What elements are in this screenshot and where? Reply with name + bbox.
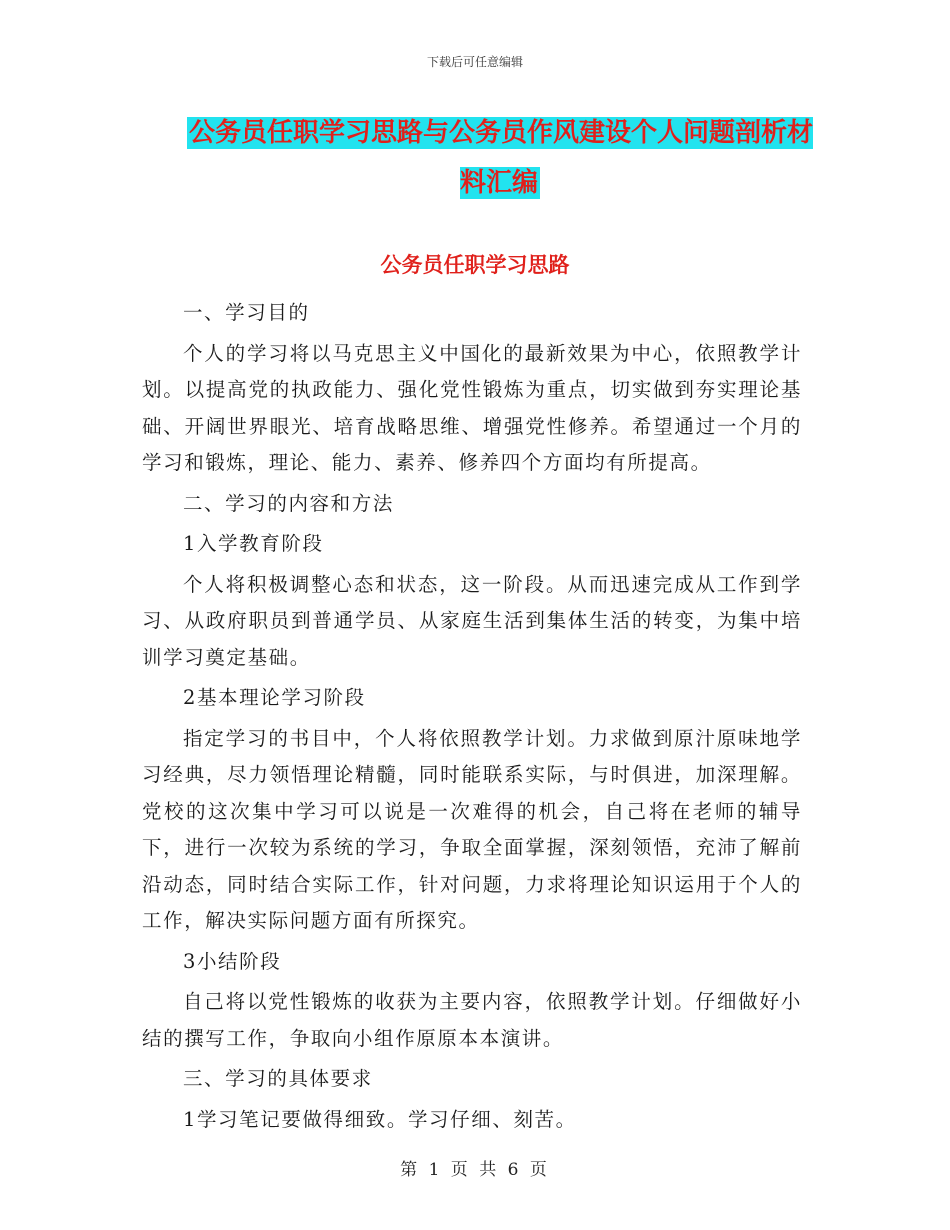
paragraph-enrollment-stage: 个人将积极调整心态和状态，这一阶段。从而迅速完成从工作到学习、从政府职员到普通学员、从家庭生活到集体生活的转变，为集中培训学习奠定基础。 (142, 572, 802, 669)
paragraph-theory-stage: 指定学习的书目中，个人将依照教学计划。力求做到原汁原味地学习经典，尽力领悟理论精髓，同时能联系实际，与时俱进，加深理解。党校的这次集中学习可以说是一次难得的机会，自己将在老师的辅导下，进行一次较为系统的学习，争取全面掌握，深刻领悟，充沛了解前沿动态，同时结合实际工作，针对问题，力求将理论知识运用于个人的工作，解决实际问题方面有所探究。 (142, 726, 802, 932)
paragraph-requirement-1: 1学习笔记要做得细致。学习仔细、刻苦。 (182, 1107, 577, 1131)
heading-specific-requirements: 三、学习的具体要求 (182, 1067, 373, 1090)
page-header-note: 下载后可任意编辑 (426, 55, 523, 69)
paragraph-summary-stage: 自己将以党性锻炼的收获为主要内容，依照教学计划。仔细做好小结的撰写工作，争取向小组作原原本本演讲。 (142, 990, 802, 1050)
subheading-theory-stage: 2基本理论学习阶段 (182, 686, 366, 709)
document-title (180, 108, 820, 208)
heading-content-and-method: 二、学习的内容和方法 (182, 491, 394, 515)
paragraph-learning-purpose: 个人的学习将以马克思主义中国化的最新效果为中心，依照教学计划。以提高党的执政能力、强化党性锻炼为重点，切实做到夯实理论基础、开阔世界眼光、培育战略思维、增强党性修养。希望通过一个月的学习和锻炼，理论、能力、素养、修养四个方面均有所提高。 (142, 341, 802, 474)
subheading-summary-stage: 3小结阶段 (182, 949, 282, 973)
section-title: 公务员任职学习思路 (380, 253, 570, 277)
document-body (142, 295, 802, 1138)
subheading-enrollment-stage: 1入学教育阶段 (182, 532, 324, 555)
page-footer-number: 第 1 页 共 6 页 (400, 1160, 550, 1180)
document-title-text: 公务员任职学习思路与公务员作风建设个人问题剖析材料汇编 (188, 118, 813, 198)
heading-learning-purpose: 一、学习目的 (182, 301, 310, 324)
